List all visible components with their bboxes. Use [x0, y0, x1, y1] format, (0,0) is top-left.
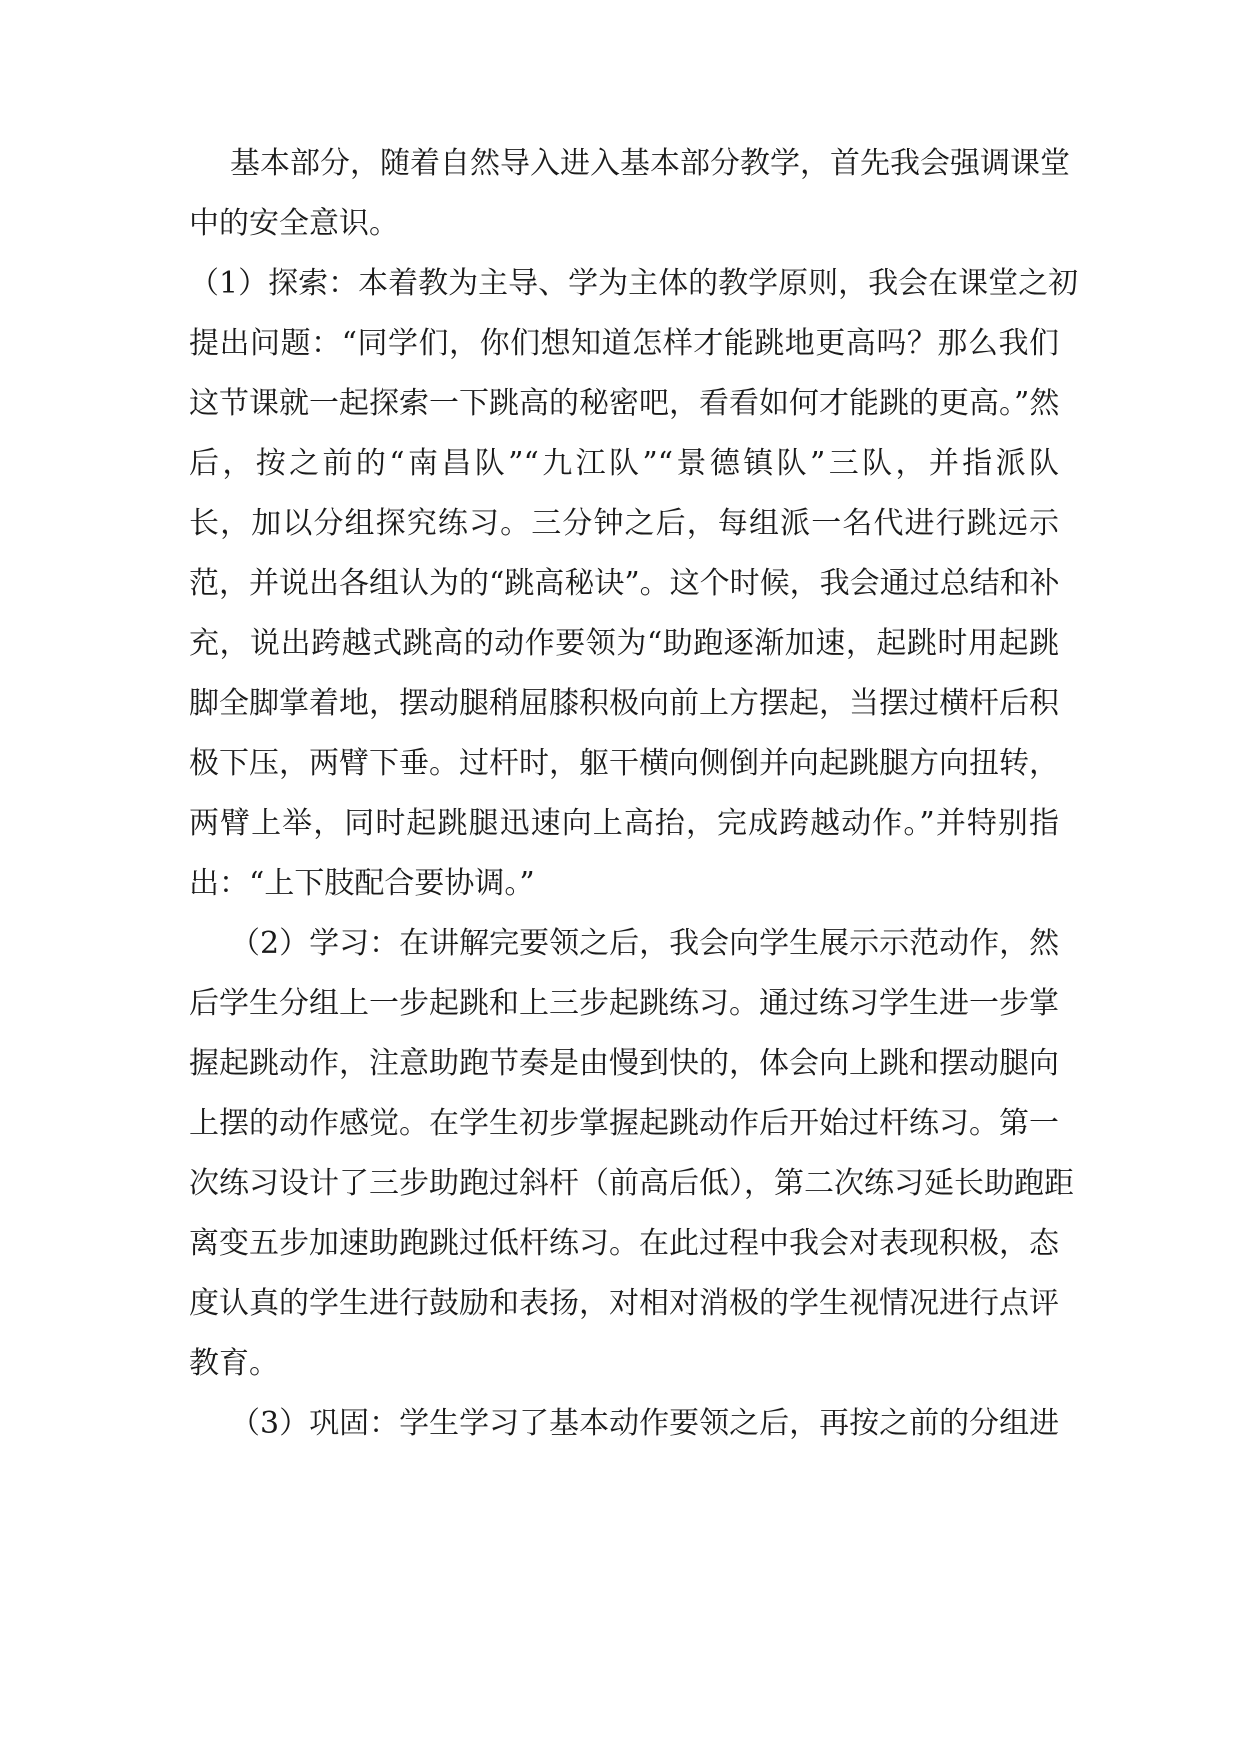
text-line: 出：“上下肢配合要协调。”	[189, 866, 535, 901]
text-line: （2）学习：在讲解完要领之后，我会向学生展示示范动作，然	[230, 926, 1060, 961]
text-line: 极下压，两臂下垂。过杆时，躯干横向侧倒并向起跳腿方向扭转，	[189, 746, 1059, 781]
text-line: 两臂上举，同时起跳腿迅速向上高抬，完成跨越动作。”并特别指	[189, 806, 1059, 841]
text-line: （1）探索：本着教为主导、学为主体的教学原则，我会在课堂之初	[189, 266, 1079, 301]
text-line: 中的安全意识。	[189, 206, 399, 241]
text-line: 上摆的动作感觉。在学生初步掌握起跳动作后开始过杆练习。第一	[189, 1106, 1059, 1141]
text-line: 后，按之前的“南昌队”“九江队”“景德镇队”三队，并指派队	[189, 446, 1059, 481]
text-line: 教育。	[189, 1346, 279, 1381]
text-line: 后学生分组上一步起跳和上三步起跳练习。通过练习学生进一步掌	[189, 986, 1059, 1021]
text-line: 范，并说出各组认为的“跳高秘诀”。这个时候，我会通过总结和补	[189, 566, 1060, 601]
text-line: 离变五步加速助跑跳过低杆练习。在此过程中我会对表现积极，态	[189, 1226, 1059, 1261]
text-line: 提出问题：“同学们，你们想知道怎样才能跳地更高吗？那么我们	[189, 326, 1059, 361]
text-line: 次练习设计了三步助跑过斜杆（前高后低），第二次练习延长助跑距	[189, 1166, 1074, 1201]
text-line: 长，加以分组探究练习。三分钟之后，每组派一名代进行跳远示	[189, 506, 1059, 541]
text-line: 基本部分，随着自然导入进入基本部分教学，首先我会强调课堂	[230, 146, 1070, 181]
text-line: 脚全脚掌着地，摆动腿稍屈膝积极向前上方摆起，当摆过横杆后积	[189, 686, 1059, 721]
text-line: 度认真的学生进行鼓励和表扬，对相对消极的学生视情况进行点评	[189, 1286, 1059, 1321]
text-line: （3）巩固：学生学习了基本动作要领之后，再按之前的分组进	[230, 1406, 1060, 1441]
text-line: 充，说出跨越式跳高的动作要领为“助跑逐渐加速，起跳时用起跳	[189, 626, 1059, 661]
text-line: 这节课就一起探索一下跳高的秘密吧，看看如何才能跳的更高。”然	[189, 386, 1060, 421]
text-line: 握起跳动作，注意助跑节奏是由慢到快的，体会向上跳和摆动腿向	[189, 1046, 1059, 1081]
